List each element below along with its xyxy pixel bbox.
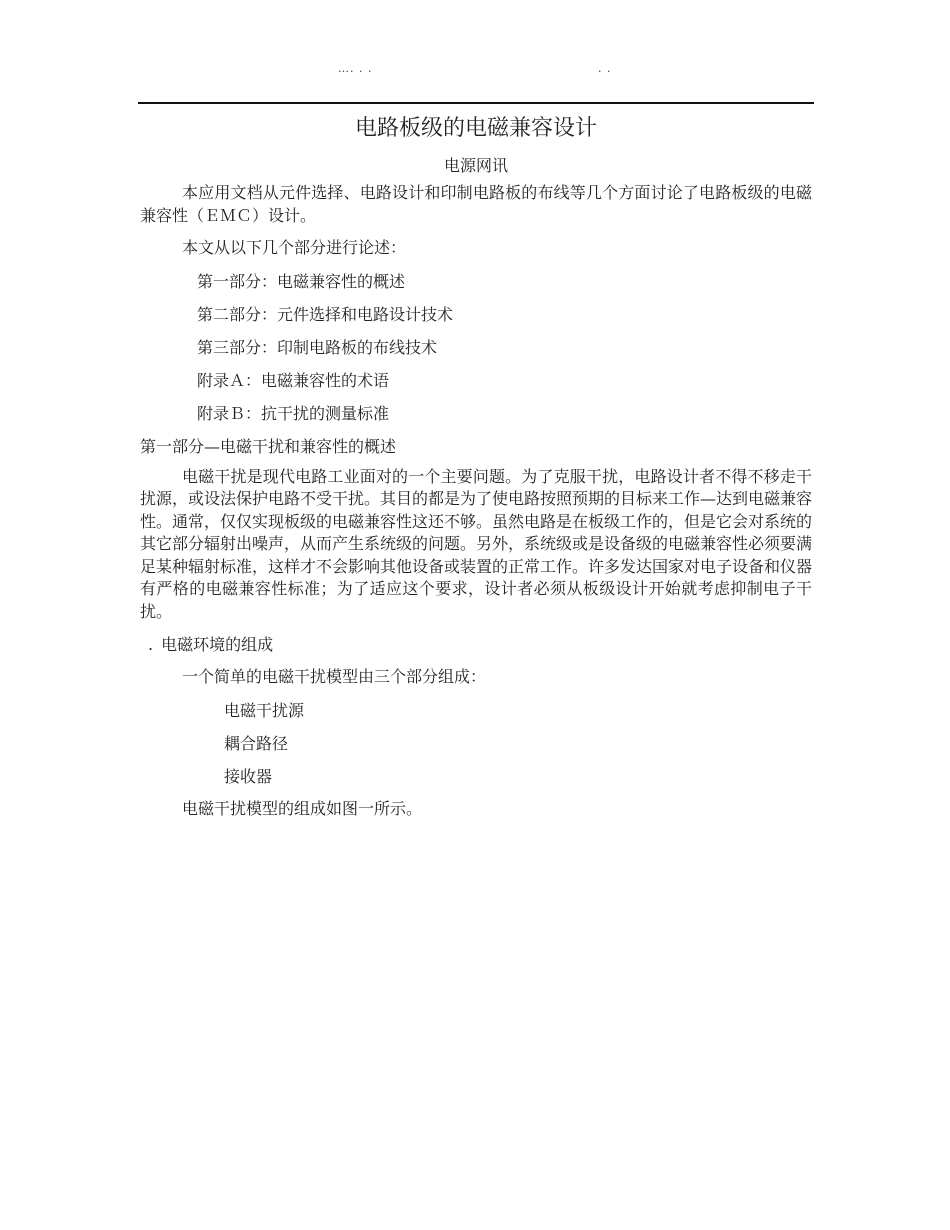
model-part-receiver: 接收器 [224, 766, 273, 786]
model-part-coupling: 耦合路径 [224, 733, 289, 753]
outline-item-appendix-a: 附录Ａ：电磁兼容性的术语 [197, 370, 390, 390]
header-left-mark: …. . . [338, 62, 373, 75]
figure-reference: 电磁干扰模型的组成如图一所示。 [182, 798, 423, 818]
outline-item-part1: 第一部分：电磁兼容性的概述 [197, 271, 406, 291]
document-title: 电路板级的电磁兼容设计 [354, 116, 597, 141]
document-source: 电源网讯 [443, 156, 508, 175]
outline-lead: 本文从以下几个部分进行论述： [182, 238, 407, 257]
model-lead: 一个简单的电磁干扰模型由三个部分组成： [182, 667, 487, 686]
outline-item-part3: 第三部分：印制电路板的布线技术 [197, 337, 438, 357]
subsection-heading-text: 电磁环境的组成 [161, 635, 274, 654]
subsection-bullet: . [148, 635, 154, 654]
header-right-mark: . . [598, 62, 612, 75]
outline-item-part2: 第二部分：元件选择和电路设计技术 [197, 304, 454, 324]
model-part-source: 电磁干扰源 [224, 700, 305, 720]
outline-item-appendix-b: 附录Ｂ：抗干扰的测量标准 [197, 403, 390, 423]
header-divider [138, 102, 814, 104]
document-body [140, 112, 812, 820]
section-heading: 第一部分—电磁干扰和兼容性的概述 [140, 436, 397, 456]
intro-paragraph: 本应用文档从元件选择、电路设计和印制电路板的布线等几个方面讨论了电路板级的电磁兼容性（ＥＭＣ）设计。 [140, 183, 812, 225]
section-paragraph: 电磁干扰是现代电路工业面对的一个主要问题。为了克服干扰，电路设计者不得不移走干扰源，或设法保护电路不受干扰。其目的都是为了使电路按照预期的目标来工作—达到电磁兼容性。通常，仅仅实现板级的电磁兼容性这还不够。虽然电路是在板级工作的，但是它会对系统的其它部分辐射出噪声，从而产生系统级的问题。另外，系统级或是设备级的电磁兼容性必须要满足某种辐射标准，这样才不会影响其他设备或装置的正常工作。许多发达国家对电子设备和仪器有严格的电磁兼容性标准；为了适应这个要求，设计者必须从板级设计开始就考虑抑制电子干扰。 [140, 466, 813, 621]
subsection-heading [140, 634, 812, 656]
